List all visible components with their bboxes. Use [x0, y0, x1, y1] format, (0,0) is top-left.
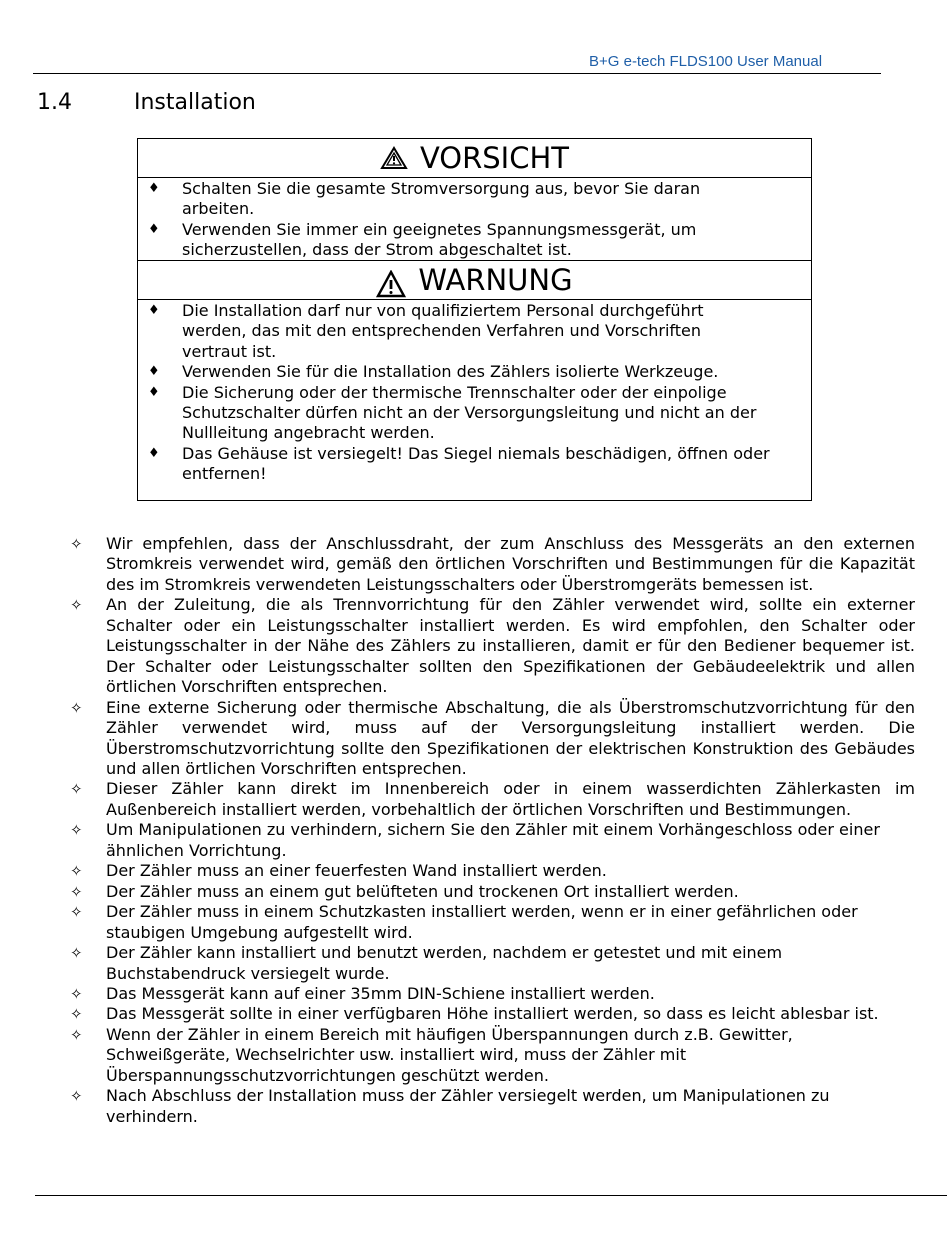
list-item: ✧ Der Zähler muss in einem Schutzkasten installiert werden, wenn er in einer gefährlichen oder staubigen Umgebung aufgestellt wird.	[70, 902, 858, 942]
diamond-bullet-icon: ♦	[148, 445, 160, 461]
list-item: ✧ Um Manipulationen zu verhindern, sichern Sie den Zähler mit einem Vorhängeschloss oder einer ähnlichen Vorrichtung.	[70, 820, 880, 860]
header-divider	[33, 73, 881, 74]
star-bullet-icon: ✧	[70, 984, 83, 1003]
star-bullet-icon: ✧	[70, 596, 83, 615]
section-title: Installation	[134, 90, 256, 115]
list-item: ✧ Das Messgerät sollte in einer verfügbaren Höhe installiert werden, so dass es leicht ablesbar ist.	[70, 1004, 879, 1024]
list-item: ✧ Der Zähler muss an einer feuerfesten Wand installiert werden.	[70, 861, 607, 881]
warning-heading	[138, 261, 811, 299]
warning-item: ♦ Verwenden Sie für die Installation des Zählers isolierte Werkzeuge.	[148, 362, 719, 382]
caution-heading	[138, 139, 811, 177]
warning-item: ♦ Das Gehäuse ist versiegelt! Das Siegel niemals beschädigen, öffnen oder entfernen!	[148, 443, 770, 484]
caution-item: ♦ Schalten Sie die gesamte Stromversorgung aus, bevor Sie daran arbeiten.	[148, 179, 701, 219]
caution-warning-icon	[380, 146, 408, 170]
footer-divider	[35, 1195, 947, 1196]
warning-heading-divider	[138, 299, 811, 300]
list-item: ✧ Nach Abschluss der Installation muss der Zähler versiegelt werden, um Manipulationen zu verhindern.	[70, 1086, 830, 1126]
diamond-bullet-icon: ♦	[148, 181, 160, 196]
warning-triangle-icon	[376, 270, 406, 298]
list-item: ✧ Dieser Zähler kann direkt im Innenbereich oder in einem wasserdichten Zählerkasten im Außenbereich installiert werden, vorbehaltlich der örtlichen Vorschriften und Bestimmungen.	[70, 779, 915, 819]
star-bullet-icon: ✧	[70, 944, 83, 963]
caution-list	[138, 179, 811, 261]
list-item: ✧ Der Zähler kann installiert und benutzt werden, nachdem er getestet und mit einem Buchstabendruck versiegelt wurde.	[70, 943, 783, 983]
warning-heading-text: WARNUNG	[418, 263, 573, 297]
list-item: ✧ Eine externe Sicherung oder thermische Abschaltung, die als Überstromschutzvorrichtung für den Zähler verwendet wird, muss auf der Versorgungsleitung installiert werden. Die Überstromschutzvorrichtung sollte den Spezifikationen der elektrischen Konstruktion des Gebäudes und allen örtlichen Vorschriften entsprechen.	[70, 697, 915, 778]
caution-heading-text: VORSICHT	[419, 141, 570, 175]
star-bullet-icon: ✧	[70, 535, 83, 553]
list-item: ✧ Der Zähler muss an einem gut belüfteten und trockenen Ort installiert werden.	[70, 881, 739, 901]
star-bullet-icon: ✧	[70, 882, 83, 901]
list-item: ✧ Das Messgerät kann auf einer 35mm DIN-Schiene installiert werden.	[70, 983, 655, 1003]
star-bullet-icon: ✧	[70, 821, 83, 840]
safety-notice-box	[137, 138, 812, 501]
installation-notes-list	[70, 534, 925, 1127]
list-item: ✧ Wir empfehlen, dass der Anschlussdraht, der zum Anschluss des Messgeräts an den externen Stromkreis verwendet wird, gemäß den örtlichen Vorschriften und Bestimmungen für die Kapazität des im Stromkreis verwendeten Leistungsschalters oder Überstromgeräts bemessen ist.	[70, 534, 915, 594]
list-item: ✧ An der Zuleitung, die als Trennvorrichtung für den Zähler verwendet wird, sollte ein externer Schalter oder ein Leistungsschalter installiert werden. Es wird empfohlen, den Schalter oder Leistungsschalter in der Nähe des Zählers zu installieren, damit er für den Bediener bequemer ist. Der Schalter oder Leistungsschalter sollten den Spezifikationen der Gebäudeelektrik und allen örtlichen Vorschriften entsprechen.	[70, 595, 915, 697]
star-bullet-icon: ✧	[70, 1025, 83, 1044]
star-bullet-icon: ✧	[70, 862, 83, 881]
running-header-title: B+G e-tech FLDS100 User Manual	[589, 53, 823, 70]
section-number: 1.4	[37, 90, 72, 115]
diamond-bullet-icon: ♦	[148, 364, 160, 380]
star-bullet-icon: ✧	[70, 1005, 83, 1024]
diamond-bullet-icon: ♦	[148, 384, 160, 400]
list-item: ✧ Wenn der Zähler in einem Bereich mit häufigen Überspannungen durch z.B. Gewitter, Schweißgeräte, Wechselrichter usw. installiert wird, muss der Zähler mit Überspannungsschutzvorrichtungen geschützt werden.	[70, 1024, 793, 1085]
caution-heading-divider	[138, 177, 811, 178]
diamond-bullet-icon: ♦	[148, 221, 160, 237]
star-bullet-icon: ✧	[70, 780, 83, 799]
star-bullet-icon: ✧	[70, 903, 83, 922]
diamond-bullet-icon: ♦	[148, 303, 160, 318]
warning-item: ♦ Die Sicherung oder der thermische Trennschalter oder der einpolige Schutzschalter dürfen nicht an der Versorgungsleitung und nicht an der Nullleitung angebracht werden.	[148, 382, 757, 443]
warning-item: ♦ Die Installation darf nur von qualifiziertem Personal durchgeführt werden, das mit den entsprechenden Verfahren und Vorschriften vertraut ist.	[148, 301, 704, 361]
star-bullet-icon: ✧	[70, 698, 83, 717]
caution-item: ♦ Verwenden Sie immer ein geeignetes Spannungsmessgerät, um sicherzustellen, dass der Strom abgeschaltet ist.	[148, 219, 697, 260]
star-bullet-icon: ✧	[70, 1087, 83, 1106]
warning-list	[138, 301, 811, 485]
